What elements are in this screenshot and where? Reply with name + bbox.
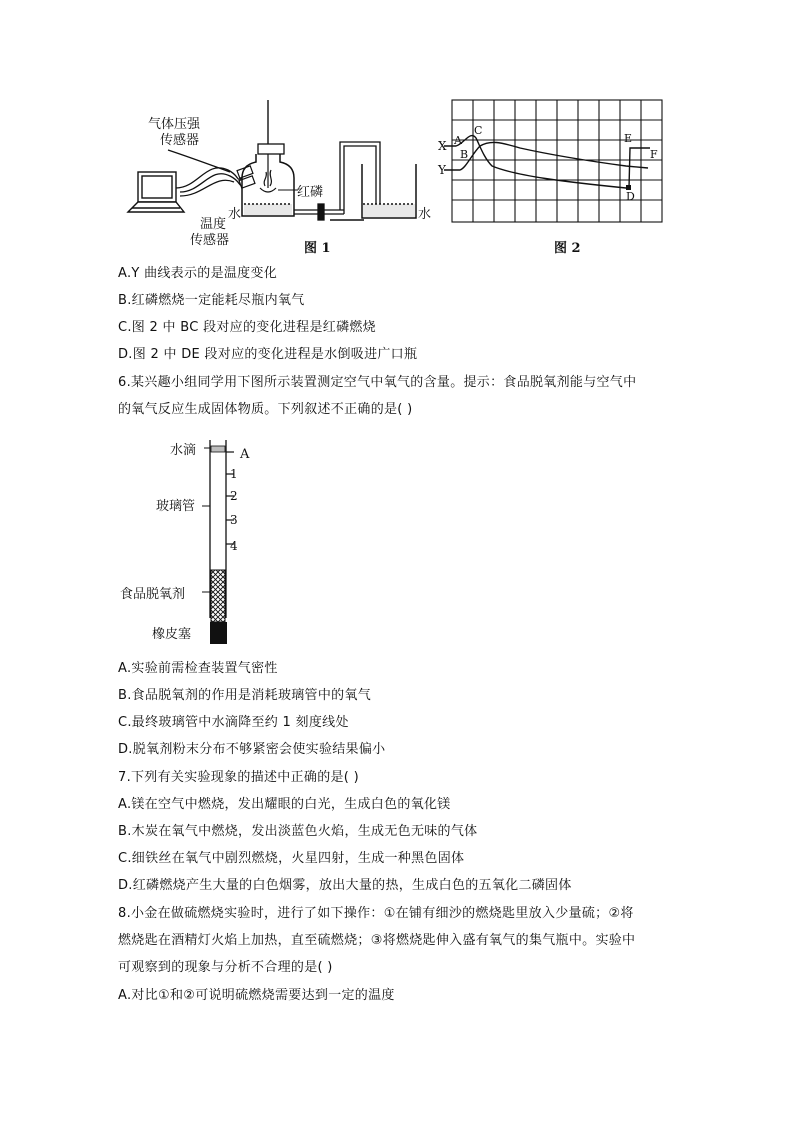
point-f-label: F (650, 148, 658, 161)
axis-label-x: X (438, 139, 447, 153)
combustion-spoon (260, 154, 276, 192)
point-e-label: E (624, 132, 633, 145)
point-c-label: C (474, 124, 483, 137)
water-left-label: 水 (228, 207, 242, 222)
rubber-stopper (210, 622, 227, 644)
q8-stem-line-1: 8.小金在做硫燃烧实验时，进行了如下操作：①在铺有细沙的燃烧匙里放入少量硫；②将 (118, 906, 634, 921)
point-a-label: A (454, 134, 462, 147)
q6-stem-line-1: 6.某兴趣小组同学用下图所示装置测定空气中氧气的含量。提示：食品脱氧剂能与空气中 (118, 375, 637, 390)
water-drop-label: 水滴 (170, 443, 197, 458)
mark-a: A (240, 447, 250, 462)
q7-option-c: C.细铁丝在氧气中剧烈燃烧，火星四射，生成一种黑色固体 (118, 851, 465, 866)
water-drop (211, 446, 225, 452)
axis-label-y: Y (438, 163, 446, 177)
temp-sensor-label-2: 传感器 (190, 233, 230, 248)
q5-option-b: B.红磷燃烧一定能耗尽瓶内氧气 (118, 293, 305, 308)
figure-1-caption: 图 1 (304, 241, 331, 256)
glass-tube-label: 玻璃管 (156, 499, 196, 514)
pressure-sensor-label-2: 传感器 (160, 133, 200, 148)
curve-y (444, 142, 648, 170)
point-d-label: D (626, 190, 635, 203)
q7-option-a: A.镁在空气中燃烧，发出耀眼的白光，生成白色的氧化镁 (118, 797, 451, 812)
beaker (330, 164, 416, 220)
q5-option-a: A.Y 曲线表示的是温度变化 (118, 266, 278, 281)
deoxidizer-powder (211, 570, 225, 622)
figure-2-graph (436, 96, 676, 260)
tick-1: 1 (230, 467, 238, 481)
temp-sensor-label-1: 温度 (200, 217, 227, 232)
red-phosphorus-label: 红磷 (297, 185, 324, 200)
graph-grid (452, 100, 662, 222)
figure-2-caption: 图 2 (554, 241, 581, 256)
point-b-label: B (460, 148, 469, 161)
water-right-label: 水 (418, 207, 432, 222)
figure-1-apparatus (118, 100, 448, 260)
q8-stem-line-3: 可观察到的现象与分析不合理的是( ) (118, 960, 333, 975)
q7-option-d: D.红磷燃烧产生大量的白色烟雾，放出大量的热，生成白色的五氧化二磷固体 (118, 878, 572, 893)
tick-4: 4 (230, 539, 238, 553)
rubber-stopper-label: 橡皮塞 (152, 627, 192, 642)
pressure-sensor-label-1: 气体压强 (148, 117, 201, 132)
q6-option-a: A.实验前需检查装置气密性 (118, 661, 278, 676)
bottle-stopper (258, 144, 284, 154)
deoxidizer-label: 食品脱氧剂 (120, 587, 186, 602)
sensor-cables (168, 150, 244, 196)
q8-option-a: A.对比①和②可说明硫燃烧需要达到一定的温度 (118, 988, 395, 1003)
q6-option-b: B.食品脱氧剂的作用是消耗玻璃管中的氧气 (118, 688, 372, 703)
q5-option-d: D.图 2 中 DE 段对应的变化进程是水倒吸进广口瓶 (118, 347, 418, 362)
q6-stem-line-2: 的氧气反应生成固体物质。下列叙述不正确的是( ) (118, 402, 413, 417)
tick-3: 3 (230, 513, 238, 527)
q7-stem: 7.下列有关实验现象的描述中正确的是( ) (118, 770, 359, 785)
q6-option-d: D.脱氧剂粉末分布不够紧密会使实验结果偏小 (118, 742, 386, 757)
figure-glass-tube (118, 432, 278, 650)
q8-stem-line-2: 燃烧匙在酒精灯火焰上加热，直至硫燃烧；③将燃烧匙伸入盛有氧气的集气瓶中。实验中 (118, 933, 636, 948)
q7-option-b: B.木炭在氧气中燃烧，发出淡蓝色火焰，生成无色无味的气体 (118, 824, 478, 839)
q6-option-c: C.最终玻璃管中水滴降至约 1 刻度线处 (118, 715, 349, 730)
laptop-icon (128, 172, 184, 212)
q5-option-c: C.图 2 中 BC 段对应的变化进程是红磷燃烧 (118, 320, 376, 335)
tick-2: 2 (230, 489, 238, 503)
